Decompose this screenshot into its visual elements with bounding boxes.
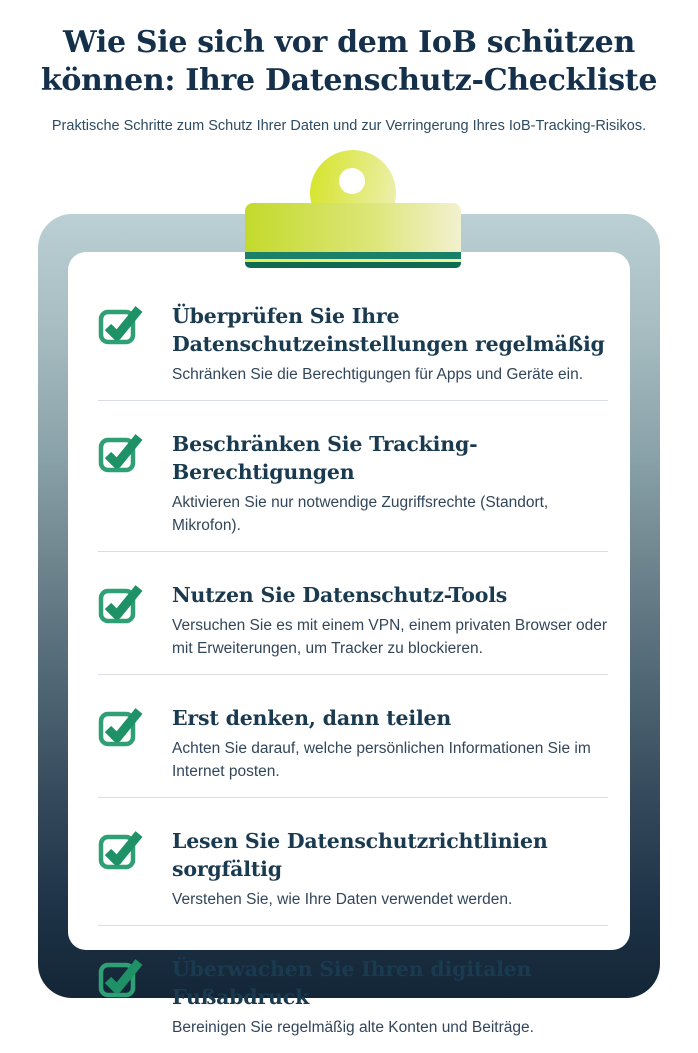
list-item xyxy=(98,302,608,400)
item-description: Versuchen Sie es mit einem VPN, einem privaten Browser oder mit Erweiterungen, um Tracker zu blockieren. xyxy=(172,617,608,657)
item-heading: Lesen Sie Datenschutzrichtlinien sorgfältig xyxy=(172,829,548,881)
list-item xyxy=(98,401,608,551)
item-heading: Beschränken Sie Tracking-Berechtigungen xyxy=(172,432,478,484)
page-title xyxy=(0,24,698,100)
item-description: Achten Sie darauf, welche persönlichen Informationen Sie im Internet posten. xyxy=(172,740,591,780)
item-description: Aktivieren Sie nur notwendige Zugriffsrechte (Standort, Mikrofon). xyxy=(172,494,549,534)
item-description: Bereinigen Sie regelmäßig alte Konten und Beiträge. xyxy=(172,1019,534,1036)
list-item xyxy=(98,675,608,797)
item-heading: Erst denken, dann teilen xyxy=(172,706,452,730)
checkbox-check-icon xyxy=(98,829,142,874)
clipboard-clip-dark-stripe xyxy=(245,262,461,268)
page-title-line2: können: Ihre Datenschutz-Checkliste xyxy=(40,63,658,98)
checkbox-check-icon xyxy=(98,706,142,751)
item-heading: Nutzen Sie Datenschutz-Tools xyxy=(172,583,508,607)
checkbox-check-icon xyxy=(98,432,142,477)
list-item xyxy=(98,798,608,925)
page-title-line1: Wie Sie sich vor dem IoB schützen xyxy=(63,25,635,60)
checkbox-check-icon xyxy=(98,583,142,628)
list-item-text xyxy=(172,581,608,660)
clipboard-clip-hole xyxy=(339,168,365,194)
list-item-text xyxy=(172,827,608,911)
item-heading: Überprüfen Sie Ihre Datenschutzeinstellungen regelmäßig xyxy=(172,304,605,356)
item-heading: Überwachen Sie Ihren digitalen Fußabdruck xyxy=(172,957,532,1009)
checklist xyxy=(98,302,608,1053)
list-item-text xyxy=(172,302,608,386)
list-item-text xyxy=(172,955,608,1039)
page-subtitle: Praktische Schritte zum Schutz Ihrer Daten und zur Verringerung Ihres IoB-Tracking-Risikos. xyxy=(51,118,647,134)
clipboard-clip-body xyxy=(245,203,461,252)
clipboard-clip-teal-stripe xyxy=(245,252,461,259)
list-item-text xyxy=(172,704,608,783)
list-item xyxy=(98,552,608,674)
list-item xyxy=(98,926,608,1053)
item-description: Verstehen Sie, wie Ihre Daten verwendet werden. xyxy=(172,891,513,908)
list-item-text xyxy=(172,430,608,537)
item-description: Schränken Sie die Berechtigungen für Apps und Geräte ein. xyxy=(172,366,584,383)
checkbox-check-icon xyxy=(98,957,142,1002)
checkbox-check-icon xyxy=(98,304,142,349)
